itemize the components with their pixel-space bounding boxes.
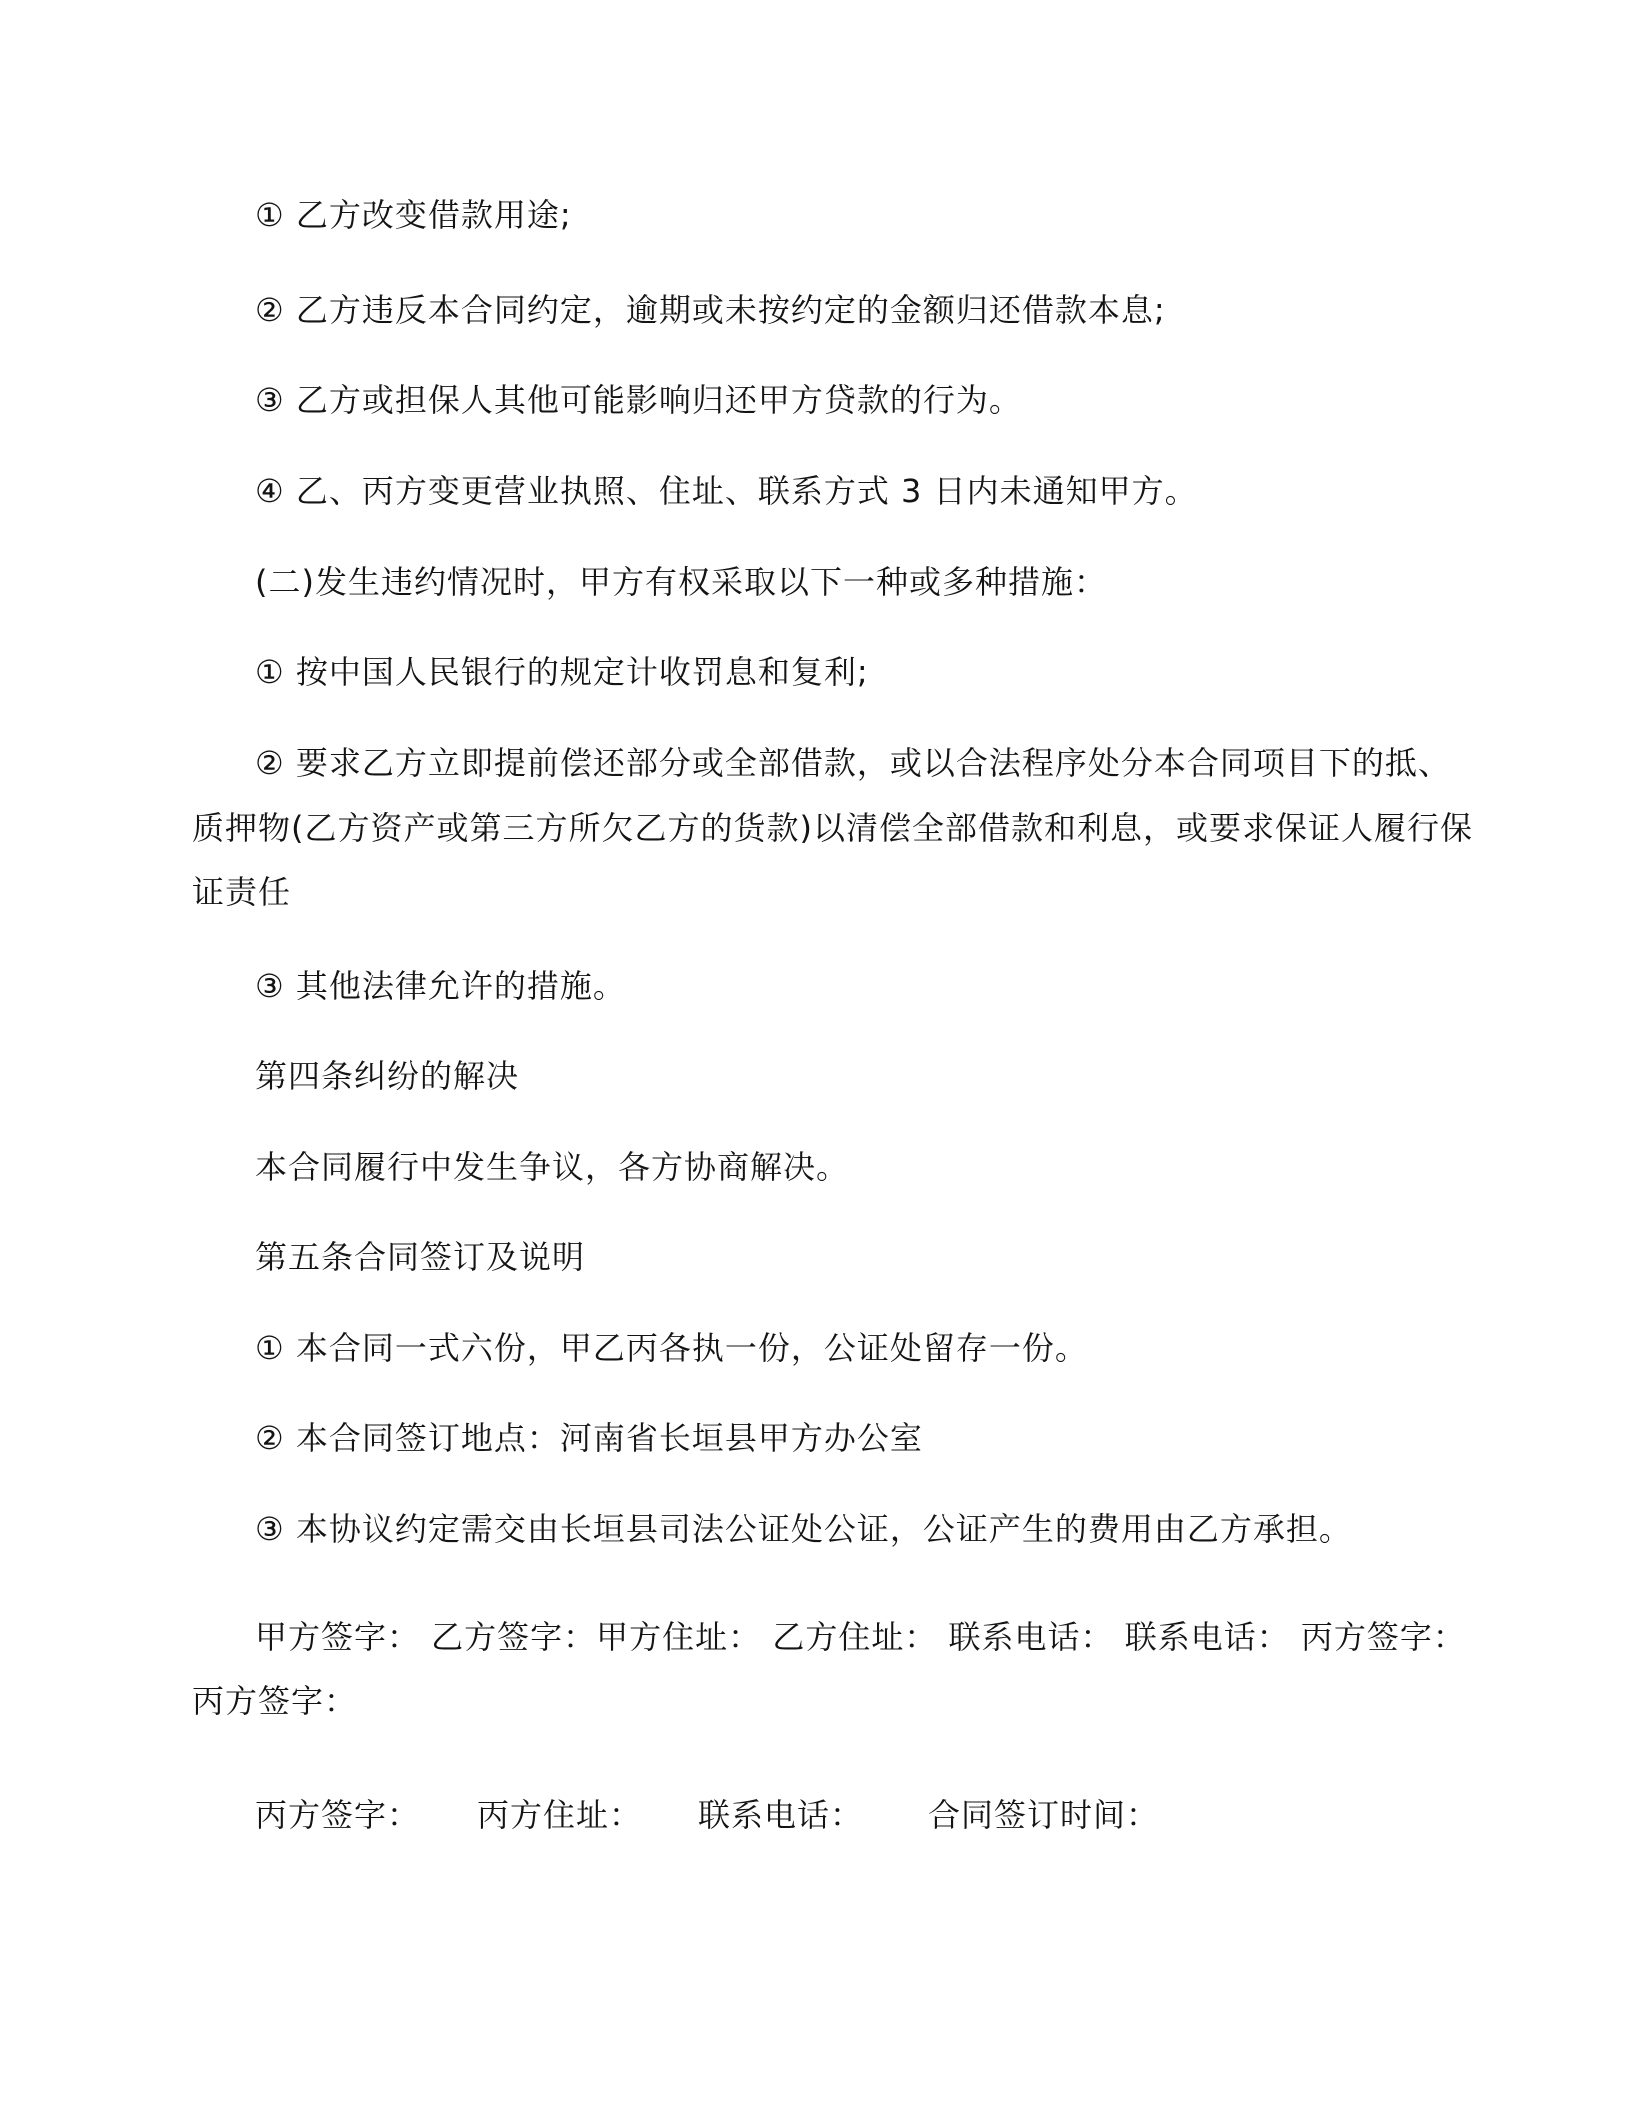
measure-item-2-cont-1: 质押物(乙方资产或第三方所欠乙方的货款)以清偿全部借款和利息，或要求保证人履行保 [192,809,1473,847]
measures-heading: (二)发生违约情况时，甲方有权采取以下一种或多种措施： [255,563,1107,601]
measure-item-2-cont-2: 证责任 [192,873,292,911]
article-4-heading: 第四条纠纷的解决 [255,1057,520,1095]
phone-field: 联系电话： [698,1796,864,1834]
clause-item-4: ④ 乙、丙方变更营业执照、住址、联系方式 3 日内未通知甲方。 [255,472,1198,510]
clause-item-1: ① 乙方改变借款用途; [255,196,572,234]
address-field-party-c: 丙方住址： [477,1796,643,1834]
clause-item-3: ③ 乙方或担保人其他可能影响归还甲方贷款的行为。 [255,381,1022,419]
article-5-heading: 第五条合同签订及说明 [255,1238,586,1276]
signature-fields-line-2: 丙方签字： [192,1682,358,1720]
signature-row [255,1795,1455,1835]
signing-date-field: 合同签订时间： [928,1796,1160,1834]
signature-field-party-c: 丙方签字： [255,1796,421,1834]
article-5-item-2: ② 本合同签订地点：河南省长垣县甲方办公室 [255,1419,923,1457]
measure-item-3: ③ 其他法律允许的措施。 [255,967,626,1005]
measure-item-2: ② 要求乙方立即提前偿还部分或全部借款，或以合法程序处分本合同项目下的抵、 [255,744,1451,782]
article-5-item-1: ① 本合同一式六份，甲乙丙各执一份，公证处留存一份。 [255,1329,1088,1367]
measure-item-1: ① 按中国人民银行的规定计收罚息和复利; [255,653,869,691]
signature-fields-line-1: 甲方签字： 乙方签字：甲方住址： 乙方住址： 联系电话： 联系电话： 丙方签字： [255,1618,1466,1656]
clause-item-2: ② 乙方违反本合同约定，逾期或未按约定的金额归还借款本息; [255,291,1166,329]
article-5-item-3: ③ 本协议约定需交由长垣县司法公证处公证，公证产生的费用由乙方承担。 [255,1510,1352,1548]
article-4-text: 本合同履行中发生争议，各方协商解决。 [255,1148,850,1186]
